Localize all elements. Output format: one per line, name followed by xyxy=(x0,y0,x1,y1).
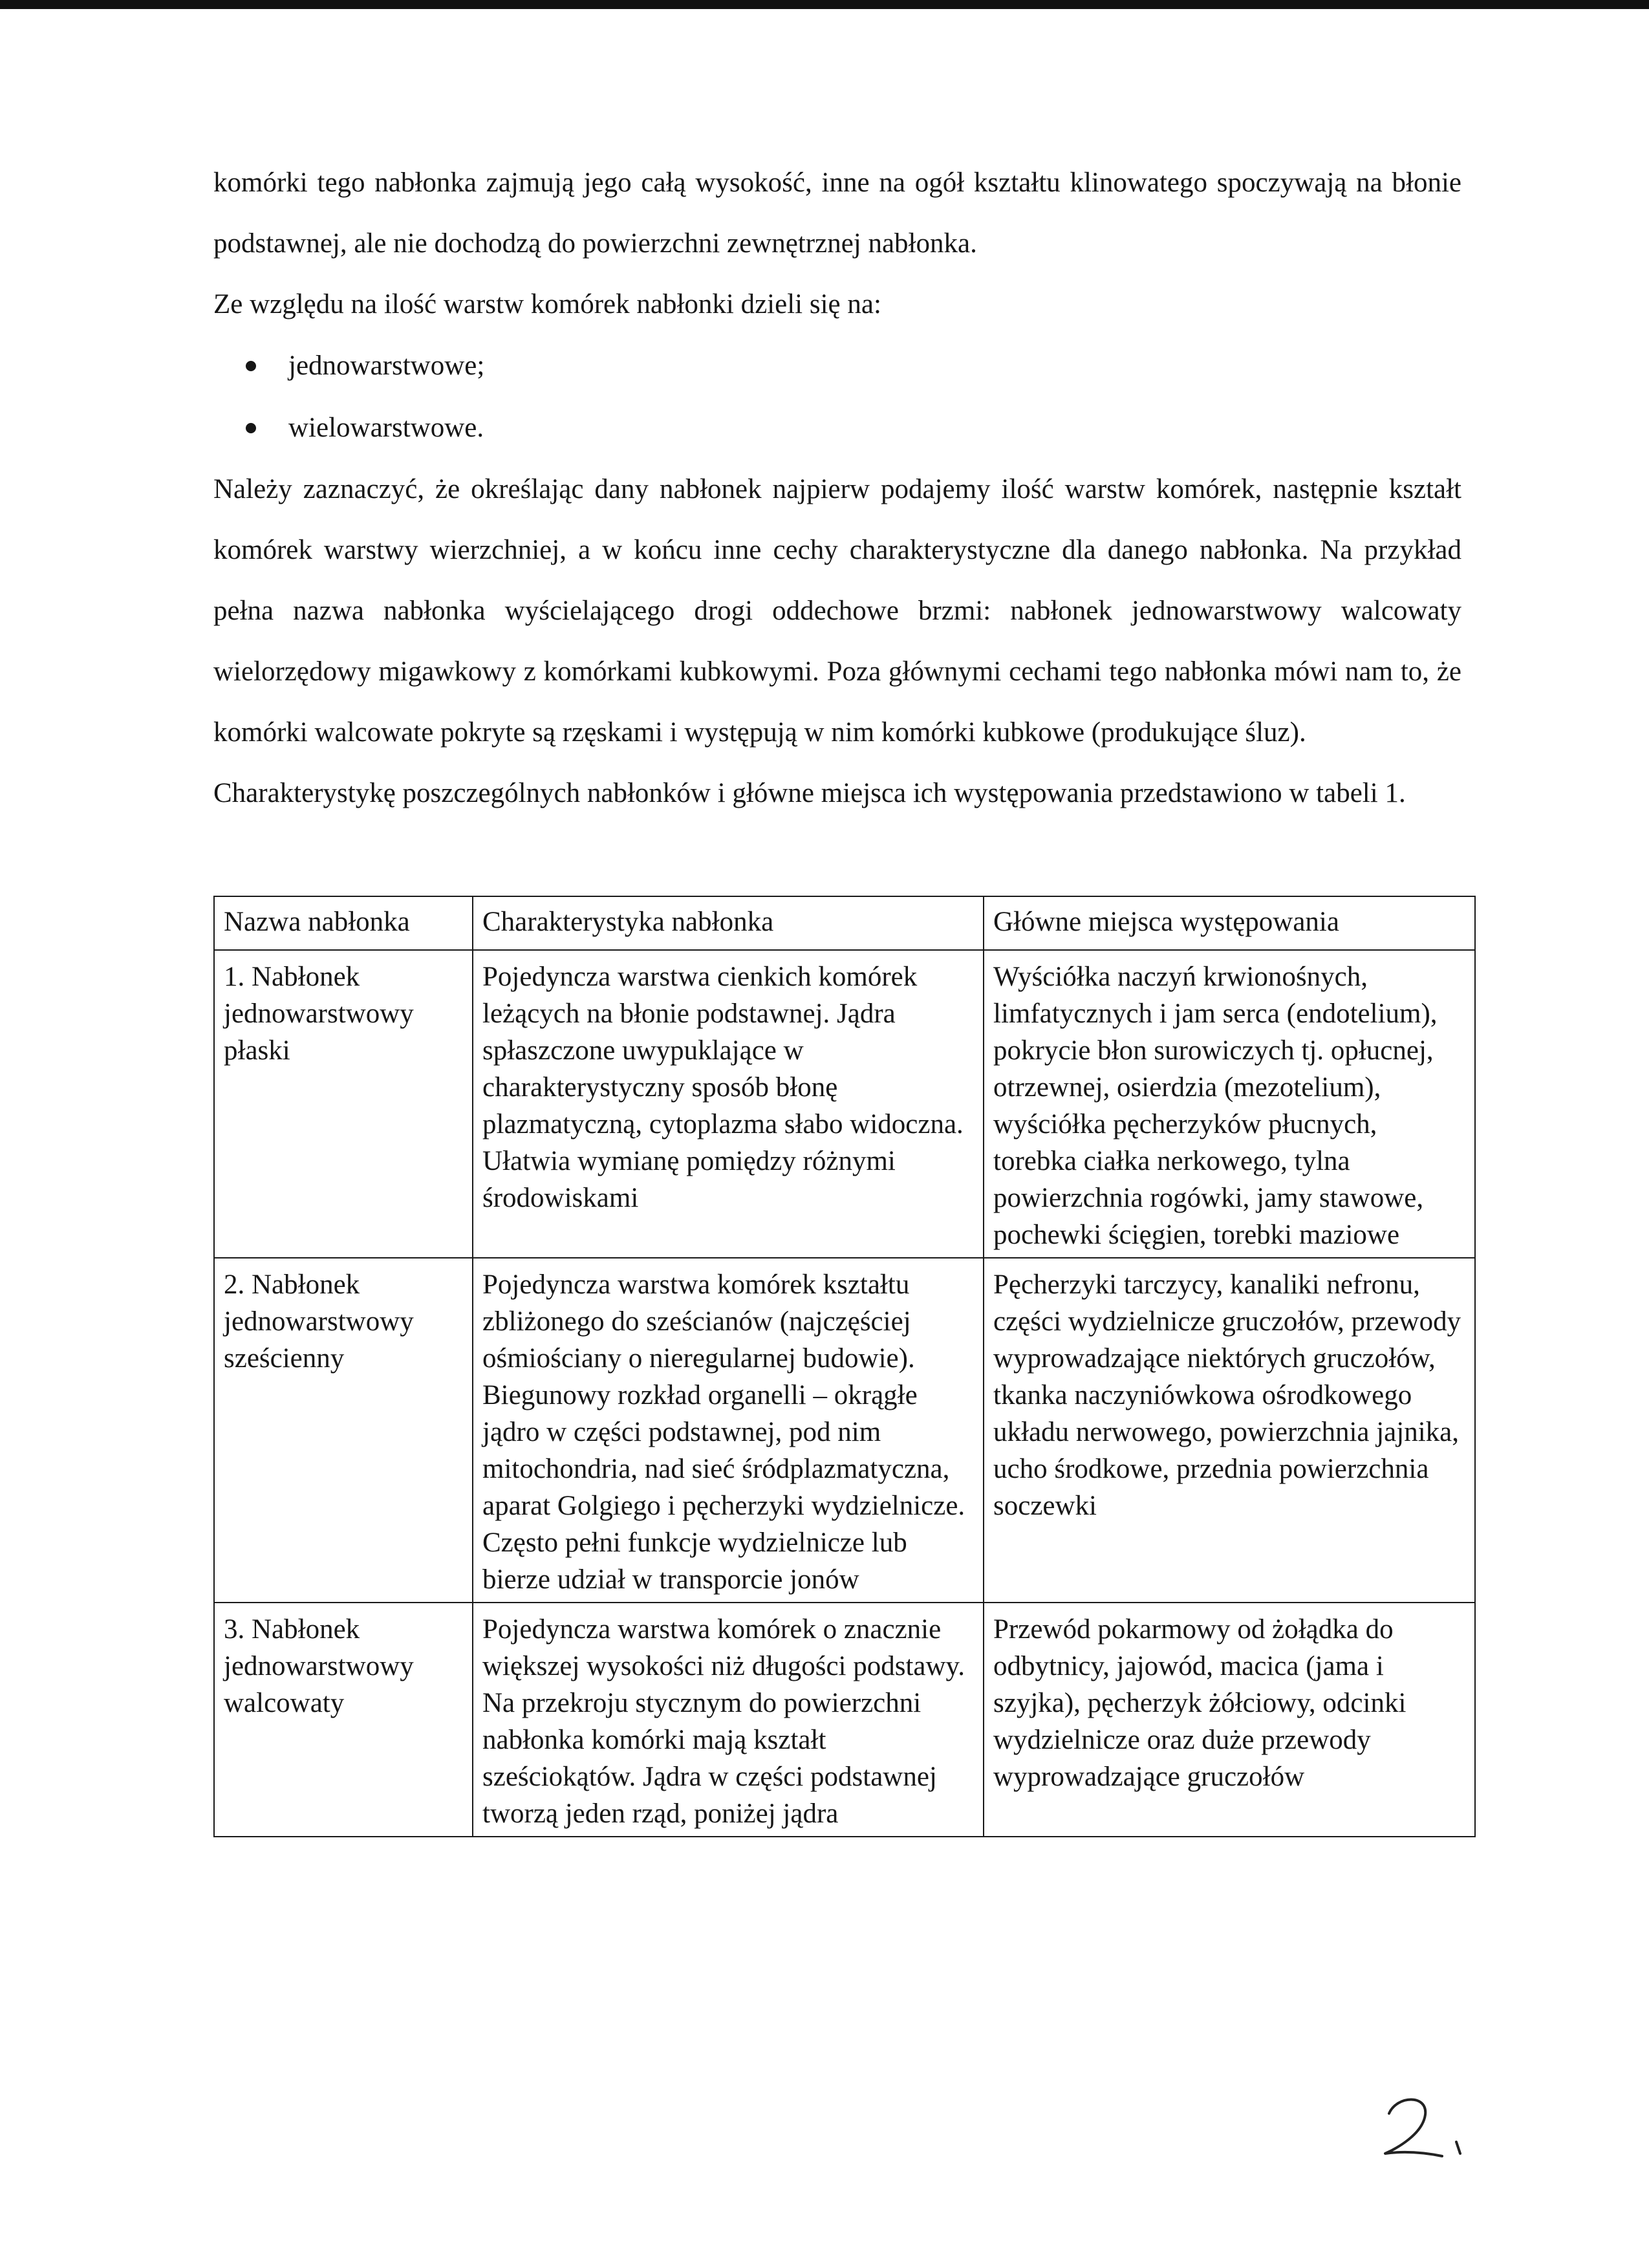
bullet-dot-icon xyxy=(246,361,256,371)
cell-epithelium-name: 2. Nabłonek jednowarstwowy sześcienny xyxy=(214,1258,473,1603)
bullet-item xyxy=(246,335,1461,397)
handwritten-page-number xyxy=(1377,2089,1468,2166)
table-row xyxy=(214,950,1475,1258)
header-name: Nazwa nabłonka xyxy=(214,896,473,950)
table-intro-paragraph: Charakterystykę poszczególnych nabłonków i główne miejsca ich występowania przedstawiono w tabeli 1. xyxy=(213,778,1406,808)
document-body xyxy=(213,153,1461,824)
bullet-dot-icon xyxy=(246,423,256,433)
header-characteristics: Charakterystyka nabłonka xyxy=(473,896,984,950)
bullet-item-text: jednowarstwowe; xyxy=(288,351,485,381)
bullet-item-text: wielowarstwowe. xyxy=(288,413,484,443)
cell-locations: Pęcherzyki tarczycy, kanaliki nefronu, części wydzielnicze gruczołów, przewody wyprowadzające niektórych gruczołów, tkanka naczyniówkowa ośrodkowego układu nerwowego, powierzchnia jajnika, ucho środkowe, przednia powierzchnia soczewki xyxy=(984,1258,1475,1603)
header-locations: Główne miejsca występowania xyxy=(984,896,1475,950)
table-row xyxy=(214,1603,1475,1837)
intro-paragraph-layers: Ze względu na ilość warstw komórek nabłonki dzieli się na: xyxy=(213,289,881,319)
layers-bullet-list xyxy=(213,335,1461,459)
epithelium-table xyxy=(213,896,1476,1837)
scan-top-edge xyxy=(0,0,1649,9)
table-row xyxy=(214,1258,1475,1603)
cell-locations: Przewód pokarmowy od żołądka do odbytnicy, jajowód, macica (jama i szyjka), pęcherzyk żółciowy, odcinki wydzielnicze oraz duże przewody wyprowadzające gruczołów xyxy=(984,1603,1475,1837)
cell-epithelium-name: 1. Nabłonek jednowarstwowy płaski xyxy=(214,950,473,1258)
cell-characteristics: Pojedyncza warstwa komórek kształtu zbliżonego do sześcianów (najczęściej ośmiościany o nieregularnej budowie). Biegunowy rozkład organelli – okrągłe jądro w części podstawnej, pod nim mitochondria, nad sieć śródplazmatyczna, aparat Golgiego i pęcherzyki wydzielnicze. Często pełni funkcje wydzielnicze lub bierze udział w transporcie jonów xyxy=(473,1258,984,1603)
cell-characteristics: Pojedyncza warstwa komórek o znacznie większej wysokości niż długości podstawy. Na przekroju stycznym do powierzchni nabłonka komórki mają kształt sześciokątów. Jądra w części podstawnej tworzą jeden rząd, poniżej jądra xyxy=(473,1603,984,1837)
cell-characteristics: Pojedyncza warstwa cienkich komórek leżących na błonie podstawnej. Jądra spłaszczone uwypuklające w charakterystyczny sposób błonę plazmatyczną, cytoplazma słabo widoczna. Ułatwia wymianę pomiędzy różnymi środowiskami xyxy=(473,950,984,1258)
cell-locations: Wyściółka naczyń krwionośnych, limfatycznych i jam serca (endotelium), pokrycie błon surowiczych tj. opłucnej, otrzewnej, osierdzia (mezotelium), wyściółka pęcherzyków płucnych, torebka ciałka nerkowego, tylna powierzchnia rogówki, jamy stawowe, pochewki ścięgien, torebki maziowe xyxy=(984,950,1475,1258)
cell-epithelium-name: 3. Nabłonek jednowarstwowy walcowaty xyxy=(214,1603,473,1837)
table-header-row xyxy=(214,896,1475,950)
bullet-item xyxy=(246,397,1461,459)
naming-paragraph: Należy zaznaczyć, że określając dany nabłonek najpierw podajemy ilość warstw komórek, następnie kształt komórek warstwy wierzchniej, a w końcu inne cechy charakterystyczne dla danego nabłonka. Na przykład pełna nazwa nabłonka wyścielającego drogi oddechowe brzmi: nabłonek jednowarstwowy walcowaty wielorzędowy migawkowy z komórkami kubkowymi. Poza głównymi cechami tego nabłonka mówi nam to, że komórki walcowate pokryte są rzęskami i występują w nim komórki kubkowe (produkujące śluz). xyxy=(213,474,1461,748)
intro-paragraph-continued: komórki tego nabłonka zajmują jego całą wysokość, inne na ogół kształtu klinowatego spoczywają na błonie podstawnej, ale nie dochodzą do powierzchni zewnętrznej nabłonka. xyxy=(213,167,1461,259)
